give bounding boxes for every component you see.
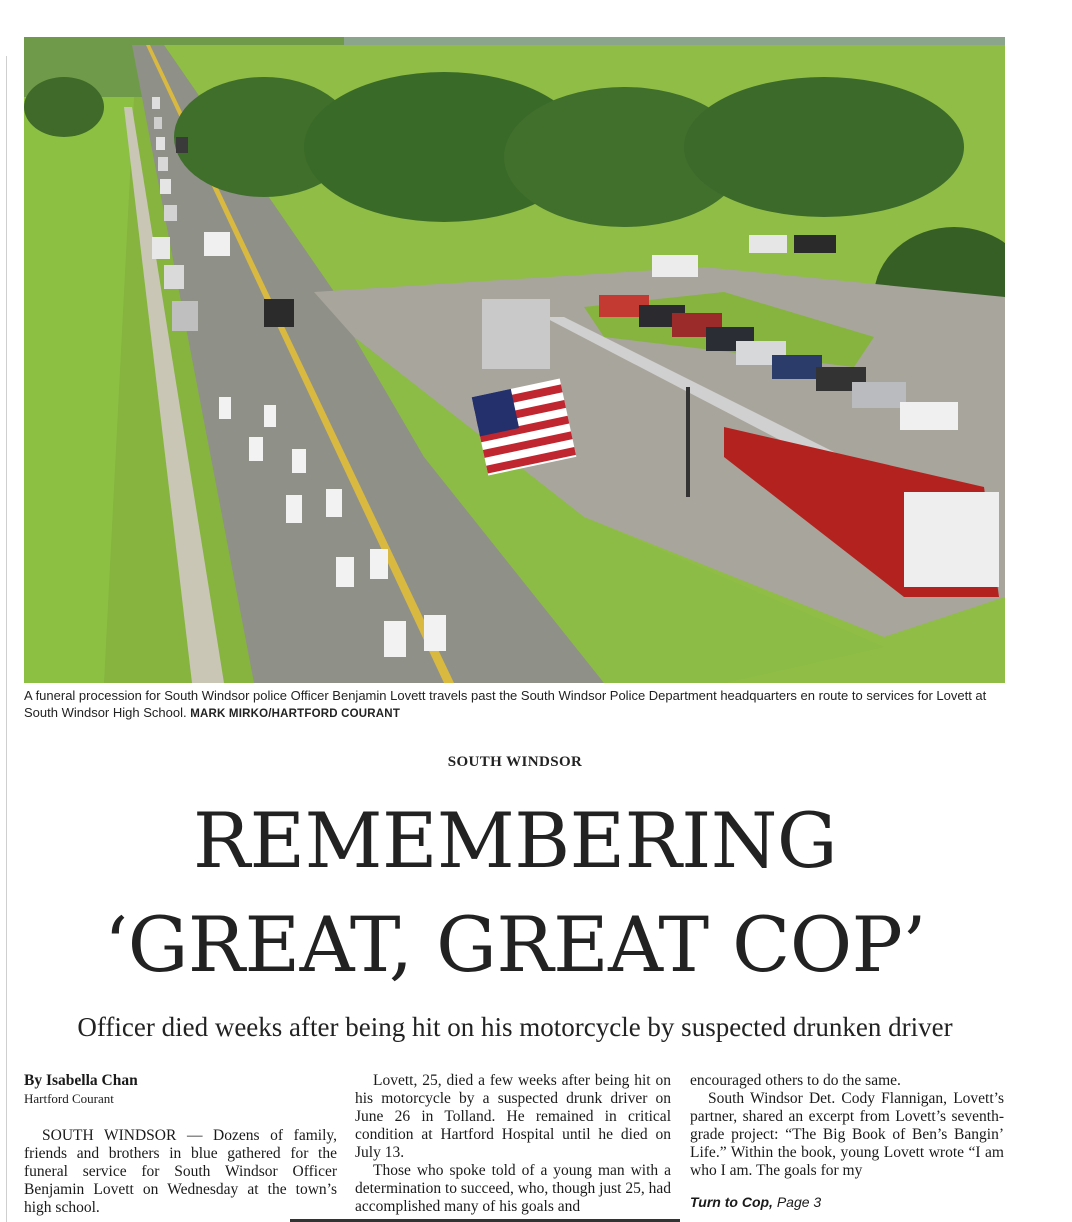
article-column-2	[355, 1072, 671, 1216]
byline-author: By Isabella Chan	[24, 1072, 138, 1089]
section-kicker: SOUTH WINDSOR	[447, 754, 583, 770]
page-edge-rule	[6, 56, 7, 1222]
article-column-3	[690, 1072, 1004, 1180]
article-paragraph: Lovett, 25, died a few weeks after being hit on his motorcycle by a suspected drunk driver on June 26 in Tolland. He remained in critical condition at Hartford Hospital until he died on July 13.	[355, 1072, 671, 1161]
byline-org: Hartford Courant	[24, 1091, 114, 1106]
jump-line[interactable]	[690, 1194, 821, 1210]
article-paragraph: encouraged others to do the same.	[690, 1072, 901, 1089]
article-paragraph: South Windsor Det. Cody Flannigan, Lovett’s partner, shared an excerpt from Lovett’s seventh-grade project: “The Big Book of Ben’s Bangin’ Life.” Within the book, young Lovett wrote “I am who I am. The goals for my	[690, 1090, 1004, 1179]
headline-line-2: ‘GREAT, GREAT COP’	[104, 900, 926, 989]
aerial-photo	[24, 37, 1005, 683]
photo-caption	[24, 687, 1005, 723]
article-column-1	[24, 1072, 337, 1217]
photo-illustration	[24, 37, 1005, 683]
subheadline: Officer died weeks after being hit on his motorcycle by suspected drunken driver	[77, 1012, 953, 1042]
photo-credit: MARK MIRKO/HARTFORD COURANT	[190, 708, 401, 720]
article-paragraph: Those who spoke told of a young man with a determination to succeed, who, though just 25, had accomplished many of his goals and	[355, 1162, 671, 1215]
jump-page: Page 3	[776, 1194, 822, 1210]
article-paragraph: SOUTH WINDSOR — Dozens of family, friends and brothers in blue gathered for the funeral service for South Windsor Officer Benjamin Lovett on Wednesday at the town’s high school.	[24, 1127, 337, 1216]
jump-label: Turn to Cop,	[690, 1194, 773, 1210]
headline-line-1: REMEMBERING	[192, 796, 838, 885]
caption-text: A funeral procession for South Windsor police Officer Benjamin Lovett travels past the South Windsor Police Department headquarters en route to services for Lovett at South Windsor High School.	[24, 688, 987, 720]
